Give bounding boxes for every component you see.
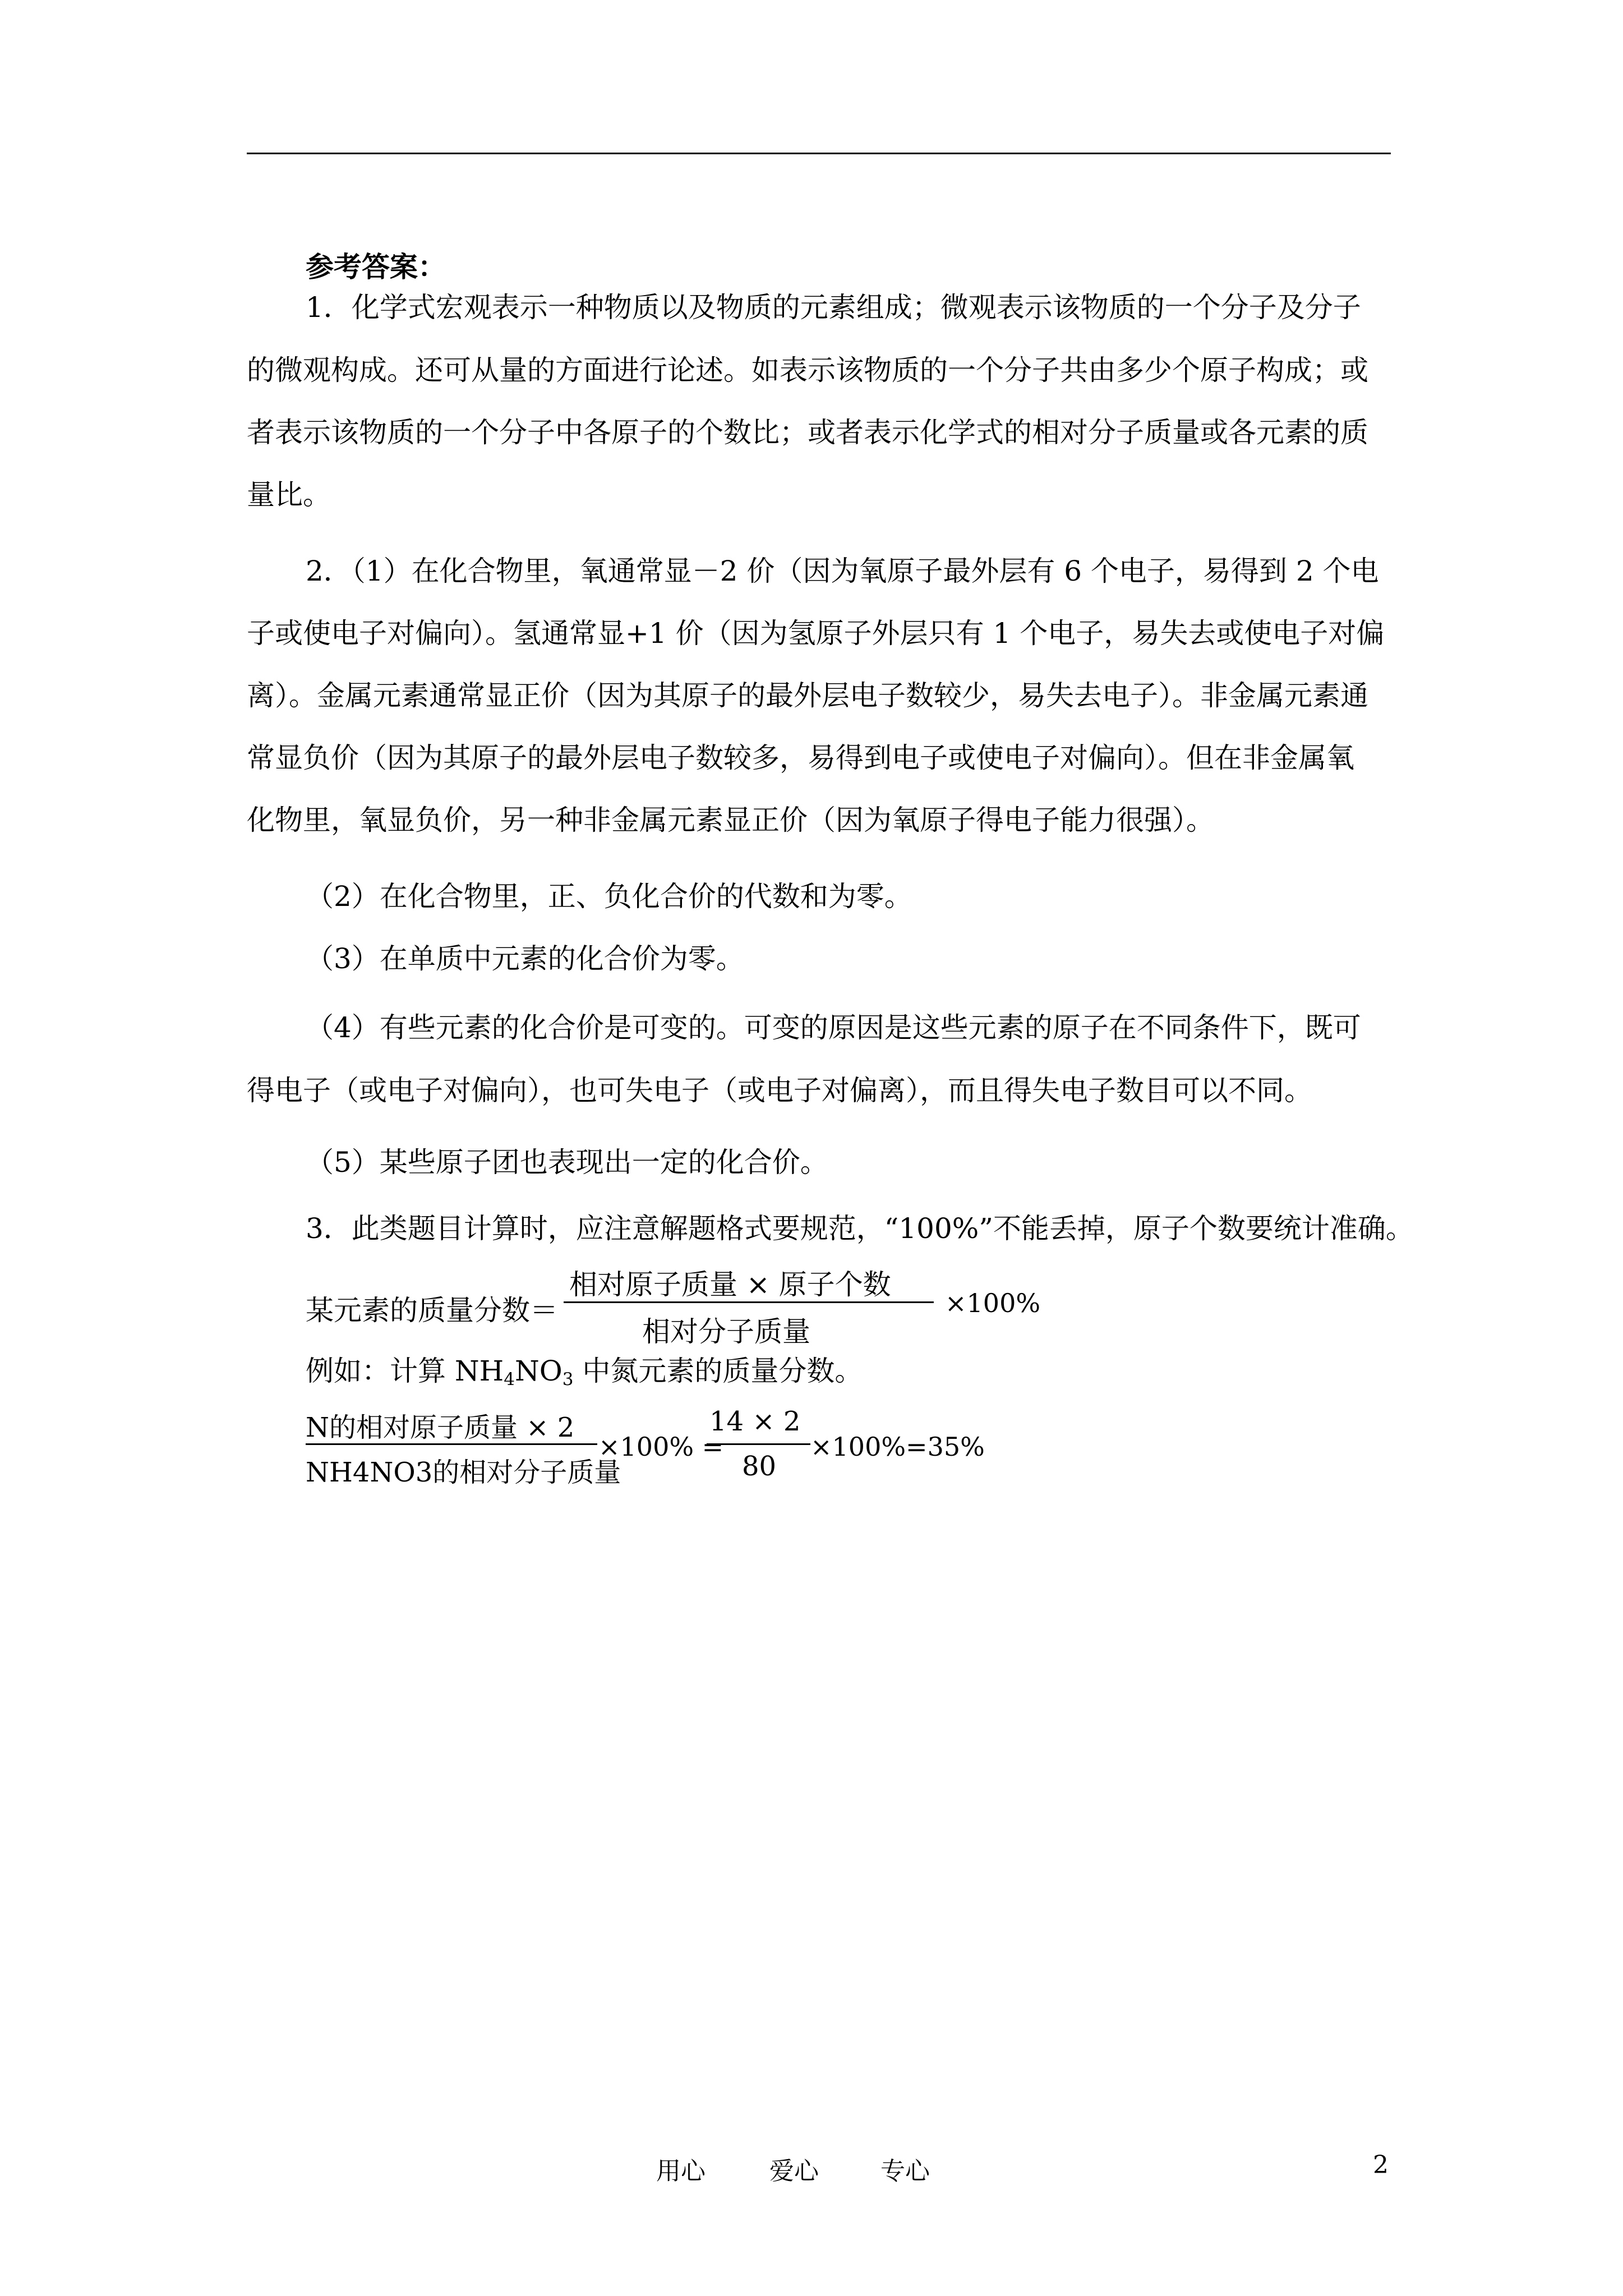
answer-heading: 参考答案： xyxy=(306,250,446,283)
answer2-line1: 2．（1）在化合物里，氧通常显－2 价（因为氧原子最外层有 6 个电子，易得到 2 个电 xyxy=(306,555,1379,587)
page-number: 2 xyxy=(1373,2151,1389,2179)
formula2-result: ×100%=35% xyxy=(810,1432,985,1462)
example-prefix: 例如：计算 NH xyxy=(306,1355,504,1387)
formula1-fraction-bar xyxy=(564,1301,934,1303)
answer2-item2: （2）在化合物里，正、负化合价的代数和为零。 xyxy=(306,880,912,913)
answer1-line4: 量比。 xyxy=(247,478,331,511)
example-suffix: 中氮元素的质量分数。 xyxy=(573,1355,863,1387)
answer2-line2: 子或使电子对偏向）。氢通常显+1 价（因为氢原子外层只有 1 个电子，易失去或使电子对偏 xyxy=(247,617,1385,650)
footer-word-2: 爱心 xyxy=(769,2157,819,2185)
formula2-times1: ×100% = xyxy=(598,1432,724,1462)
example-sub-4: 4 xyxy=(504,1369,515,1389)
example-line xyxy=(306,1340,863,1402)
formula2-numerator2: 14 × 2 xyxy=(709,1406,801,1437)
formula1-numerator: 相对原子质量 × 原子个数 xyxy=(569,1268,891,1301)
nitrogen-calculation-formula xyxy=(306,1406,1035,1490)
footer-word-1: 用心 xyxy=(656,2157,706,2185)
formula2-denominator1: NH4NO3的相对分子质量 xyxy=(306,1457,621,1488)
answer1-line2: 的微观构成。还可从量的方面进行论述。如表示该物质的一个分子共由多少个原子构成；或 xyxy=(247,354,1368,386)
formula2-fraction-bar1 xyxy=(306,1443,597,1445)
formula1-lhs: 某元素的质量分数＝ xyxy=(306,1294,558,1327)
answer2-line3: 离）。金属元素通常显正价（因为其原子的最外层电子数较少，易失去电子）。非金属元素通 xyxy=(247,679,1368,712)
answer3-line: 3．此类题目计算时，应注意解题格式要规范，“100%”不能丢掉，原子个数要统计准确。 xyxy=(306,1212,1414,1245)
footer-word-3: 专心 xyxy=(880,2157,930,2185)
answer2-item5: （5）某些原子团也表现出一定的化合价。 xyxy=(306,1146,828,1179)
example-mid: NO xyxy=(514,1355,562,1387)
answer2-line5: 化物里，氧显负价，另一种非金属元素显正价（因为氧原子得电子能力很强）。 xyxy=(247,804,1214,836)
formula2-fraction-bar2 xyxy=(707,1443,810,1445)
answer2-line4: 常显负价（因为其原子的最外层电子数较多，易得到电子或使电子对偏向）。但在非金属氧 xyxy=(247,742,1354,774)
example-sub-3: 3 xyxy=(562,1369,574,1389)
formula2-numerator1: N的相对原子质量 × 2 xyxy=(306,1412,575,1443)
formula1-rhs: ×100% xyxy=(945,1288,1041,1318)
answer2-item3: （3）在单质中元素的化合价为零。 xyxy=(306,942,744,975)
answer2-item4-line1: （4）有些元素的化合价是可变的。可变的原因是这些元素的原子在不同条件下，既可 xyxy=(306,1011,1361,1044)
mass-fraction-formula xyxy=(306,1262,1041,1348)
answer1-line3: 者表示该物质的一个分子中各原子的个数比；或者表示化学式的相对分子质量或各元素的质 xyxy=(247,416,1368,449)
answer2-item4-line2: 得电子（或电子对偏向），也可失电子（或电子对偏离），而且得失电子数目可以不同。 xyxy=(247,1074,1312,1107)
formula2-denominator2: 80 xyxy=(742,1451,777,1482)
answer1-line1: 1．化学式宏观表示一种物质以及物质的元素组成；微观表示该物质的一个分子及分子 xyxy=(306,291,1361,324)
formula1-denominator: 相对分子质量 xyxy=(642,1315,810,1348)
header-rule xyxy=(247,153,1391,154)
